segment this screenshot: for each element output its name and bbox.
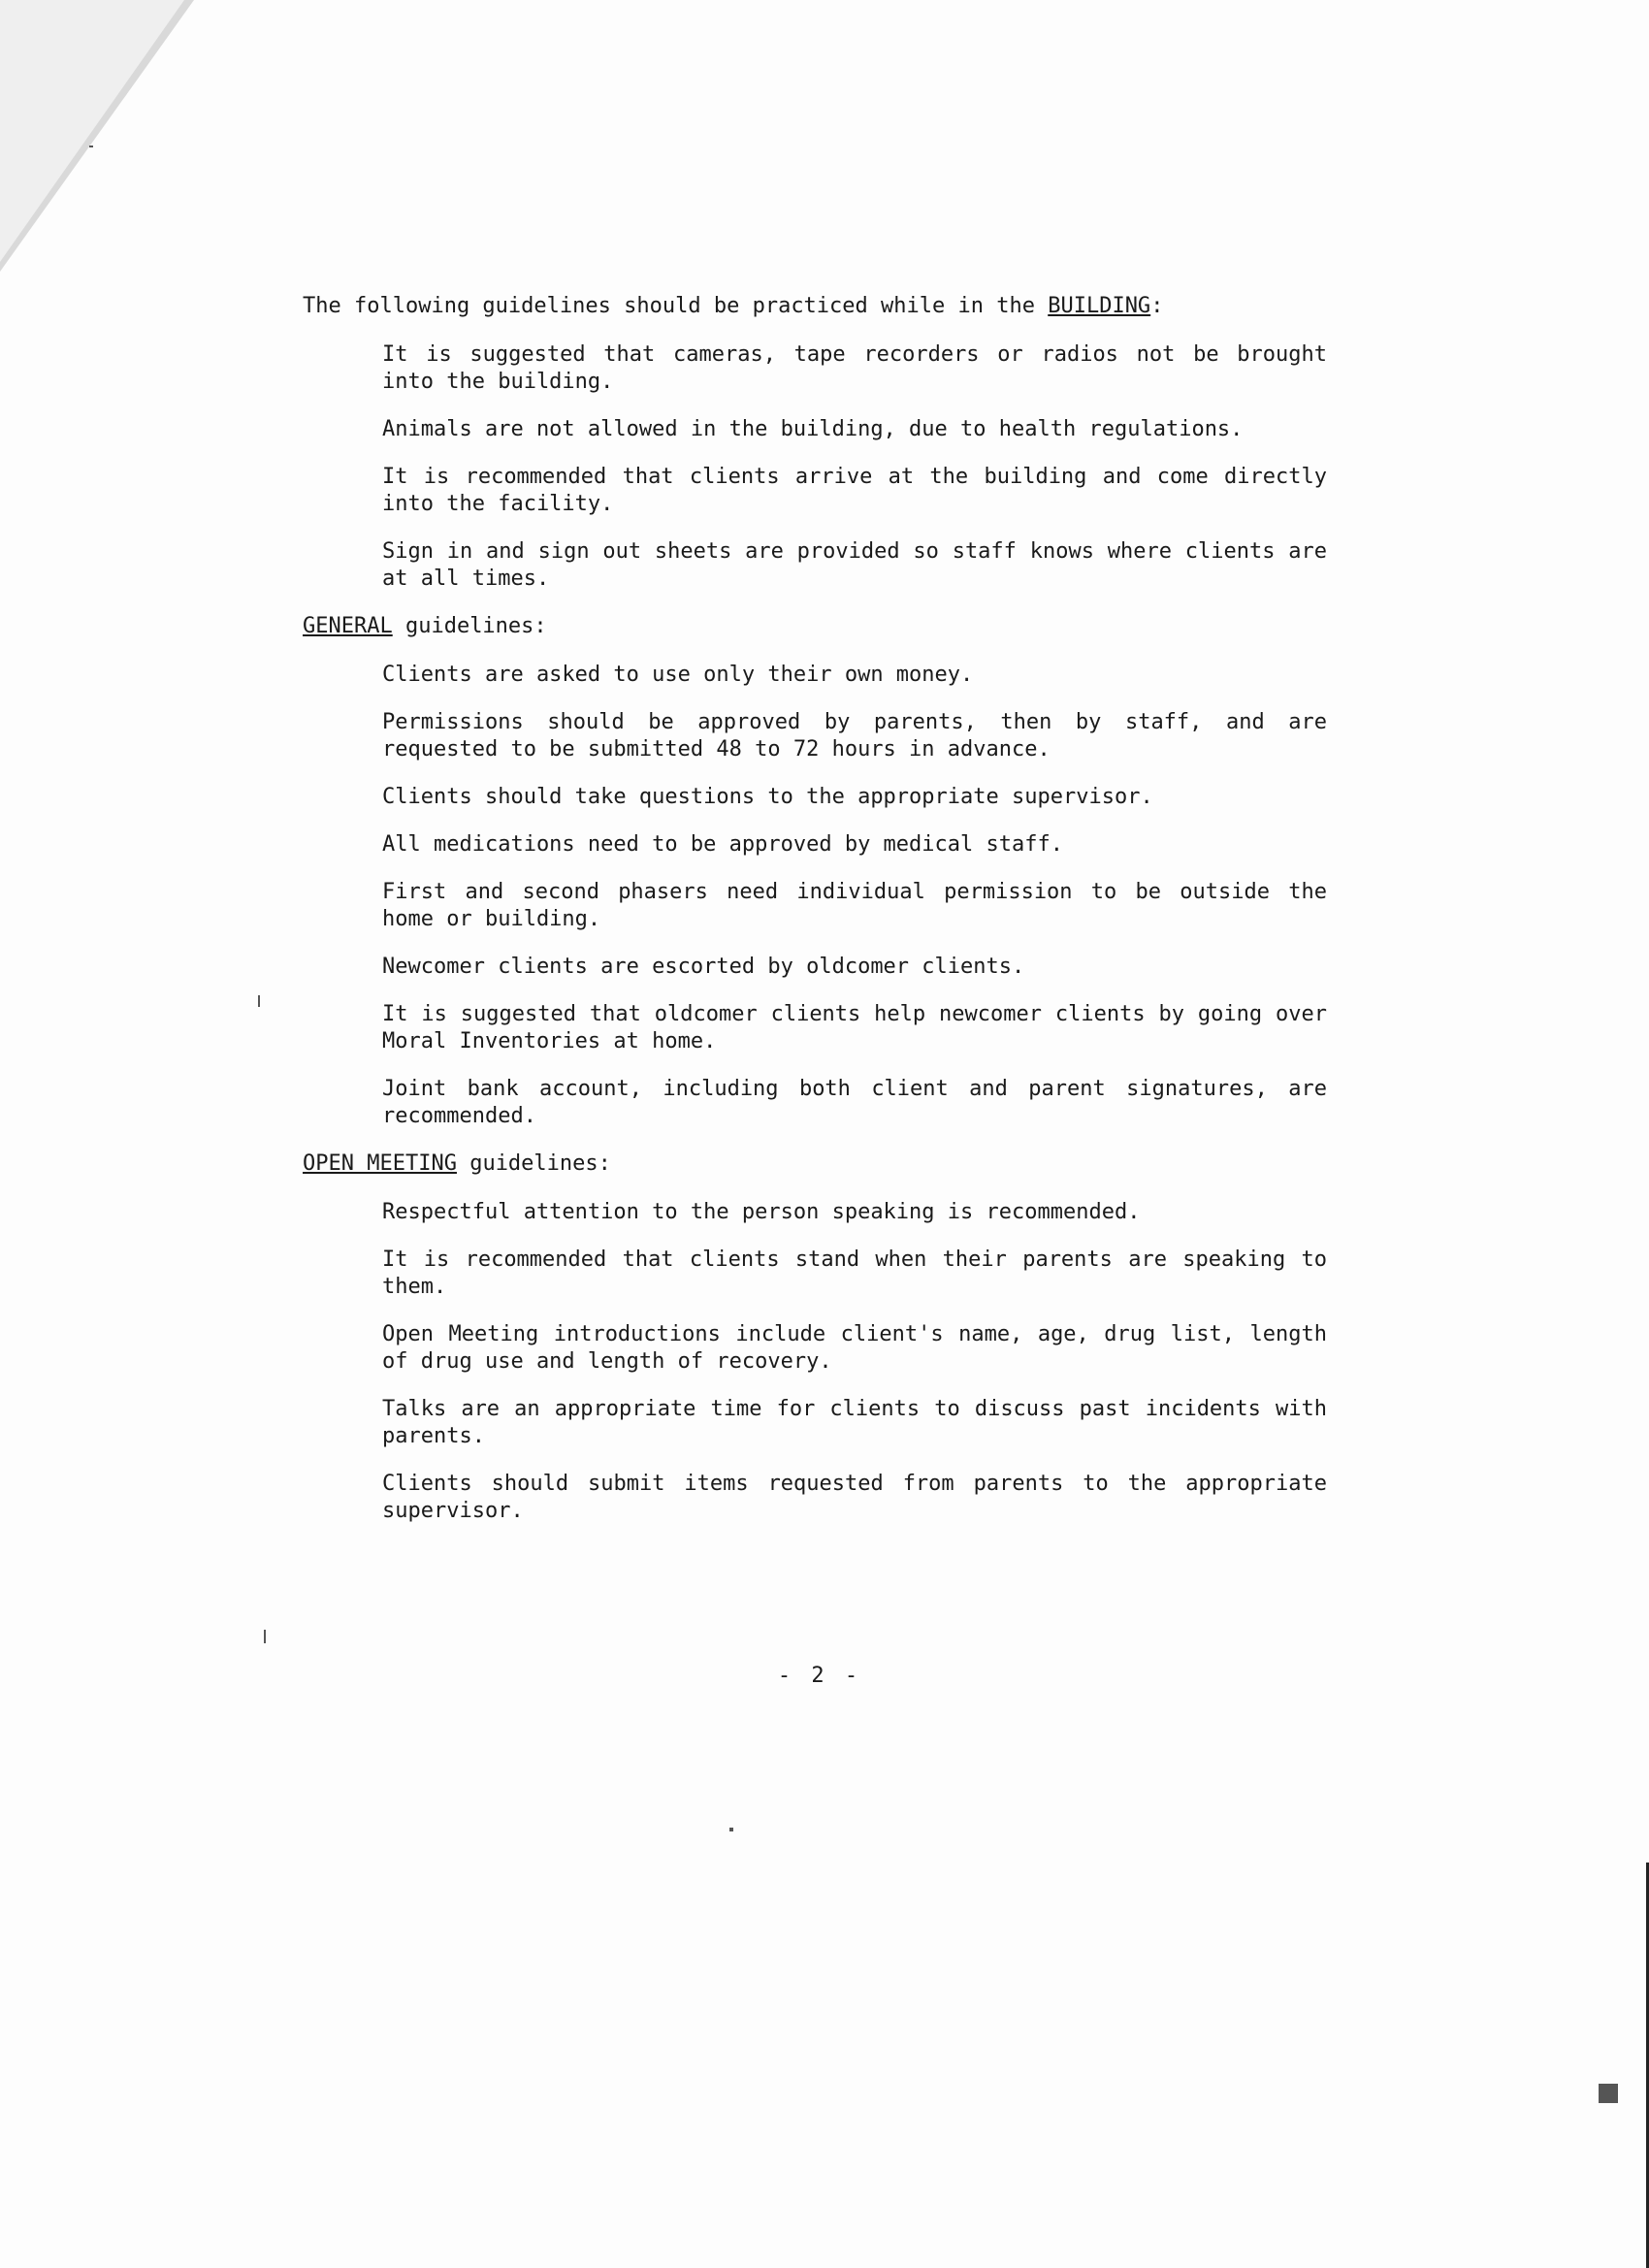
open-meeting-heading-suffix: guidelines: [456,1151,611,1176]
document-body [303,293,1327,1545]
scan-speck [89,146,93,147]
building-heading-prefix: The following guidelines should be practiced while in the [303,294,1049,318]
general-item: Joint bank account, including both client and parent signatures, are recommended. [382,1077,1327,1128]
open-meeting-heading [303,1150,1327,1178]
general-item: It is suggested that oldcomer clients help newcomer clients by going over Moral Inventories at home. [382,1002,1327,1053]
scan-registration-mark [1599,2084,1618,2103]
general-heading-word: GENERAL [303,614,393,638]
general-item: Newcomer clients are escorted by oldcomer clients. [382,955,1025,979]
open-meeting-item: Open Meeting introductions include client's name, age, drug list, length of drug use and length of recovery. [382,1322,1327,1374]
scan-speck [729,1828,733,1831]
open-meeting-item: Respectful attention to the person speaking is recommended. [382,1200,1141,1224]
general-item: Clients should take questions to the appropriate supervisor. [382,785,1153,809]
scan-speck [264,1630,266,1643]
scan-speck [258,995,260,1007]
general-item: Permissions should be approved by parents, then by staff, and are requested to be submitted 48 to 72 hours in advance. [382,710,1327,761]
building-heading [303,293,1327,320]
building-heading-word: BUILDING [1048,294,1151,318]
open-meeting-item: Clients should submit items requested from parents to the appropriate supervisor. [382,1472,1327,1523]
general-heading-suffix: guidelines: [392,614,547,638]
building-heading-suffix: : [1150,294,1164,318]
open-meeting-heading-word: OPEN MEETING [303,1151,457,1176]
building-item: It is recommended that clients arrive at the building and come directly into the facility. [382,465,1327,516]
building-item: Sign in and sign out sheets are provided so staff knows where clients are at all times. [382,539,1327,591]
general-heading [303,613,1327,640]
page-number: - 2 - [777,1664,862,1688]
building-item: Animals are not allowed in the building, due to health regulations. [382,417,1244,441]
general-item: All medications need to be approved by medical staff. [382,832,1063,857]
building-item: It is suggested that cameras, tape recorders or radios not be brought into the building. [382,342,1327,394]
open-meeting-item: Talks are an appropriate time for clients to discuss past incidents with parents. [382,1397,1327,1448]
page-fold-highlight [0,0,184,262]
general-item: Clients are asked to use only their own money. [382,663,974,687]
open-meeting-item: It is recommended that clients stand when their parents are speaking to them. [382,1247,1327,1299]
general-item: First and second phasers need individual permission to be outside the home or building. [382,880,1327,931]
